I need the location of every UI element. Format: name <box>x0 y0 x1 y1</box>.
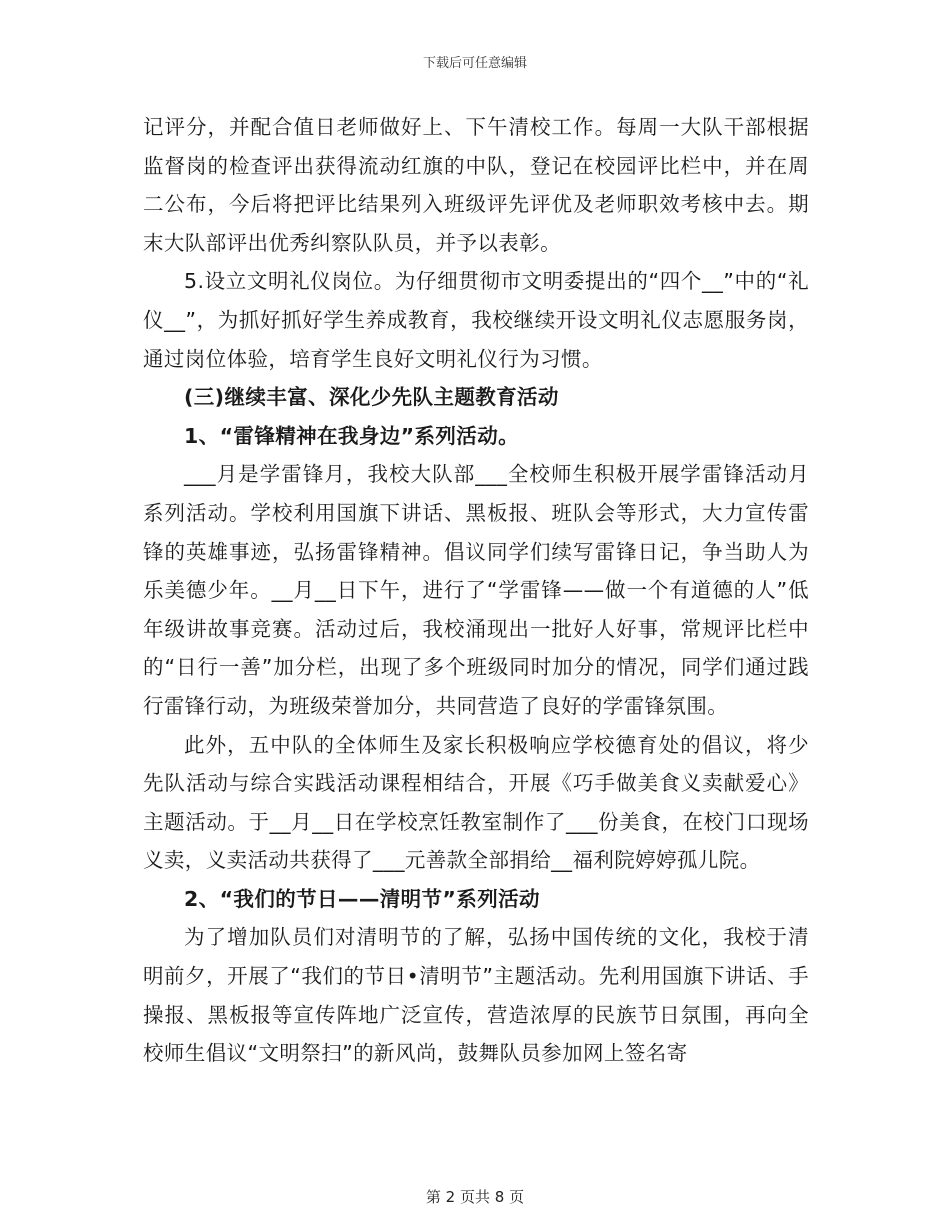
paragraph: 记评分，并配合值日老师做好上、下午清校工作。每周一大队干部根据监督岗的检查评出获得流动红旗的中队，登记在校园评比栏中，并在周二公布，今后将把评比结果列入班级评先评优及老师职效考核中去。期末大队部评出优秀纠察队队员，并予以表彰。 <box>143 115 809 255</box>
paragraph: ___月是学雷锋月，我校大队部___全校师生积极开展学雷锋活动月系列活动。学校利用国旗下讲话、黑板报、班队会等形式，大力宣传雷锋的英雄事迹，弘扬雷锋精神。倡议同学们续写雷锋日记，争当助人为乐美德少年。__月__日下午，进行了“学雷锋——做一个有道德的人”低年级讲故事竞赛。活动过后，我校涌现出一批好人好事，常规评比栏中的“日行一善”加分栏，出现了多个班级同时加分的情况，同学们通过践行雷锋行动，为班级荣誉加分，共同营造了良好的学雷锋氛围。 <box>143 462 809 718</box>
subsection-heading: 1、“雷锋精神在我身边”系列活动。 <box>184 423 520 448</box>
page-number: 第 2 页共 8 页 <box>425 1188 525 1206</box>
section-heading: (三)继续丰富、深化少先队主题教育活动 <box>184 385 559 410</box>
paragraph: 为了增加队员们对清明节的了解，弘扬中国传统的文化，我校于清明前夕，开展了“我们的节日•清明节”主题活动。先利用国旗下讲话、手操报、黑板报等宣传阵地广泛宣传，营造浓厚的民族节日氛围，再向全校师生倡议“文明祭扫”的新风尚，鼓舞队员参加网上签名寄 <box>143 925 809 1066</box>
document-body <box>143 108 809 1073</box>
subsection-heading: 2、“我们的节日——清明节”系列活动 <box>184 886 540 911</box>
page-header-note: 下载后可任意编辑 <box>422 56 527 71</box>
paragraph: 5.设立文明礼仪岗位。为仔细贯彻市文明委提出的“四个__”中的“礼仪__”，为抓好抓好学生养成教育，我校继续开设文明礼仪志愿服务岗，通过岗位体验，培育学生良好文明礼仪行为习惯。 <box>143 269 809 371</box>
paragraph: 此外，五中队的全体师生及家长积极响应学校德育处的倡议，将少先队活动与综合实践活动课程相结合，开展《巧手做美食义卖献爱心》主题活动。于__月__日在学校烹饪教室制作了___份美食，在校门口现场义卖，义卖活动共获得了___元善款全部捐给__福利院婷婷孤儿院。 <box>143 732 809 873</box>
